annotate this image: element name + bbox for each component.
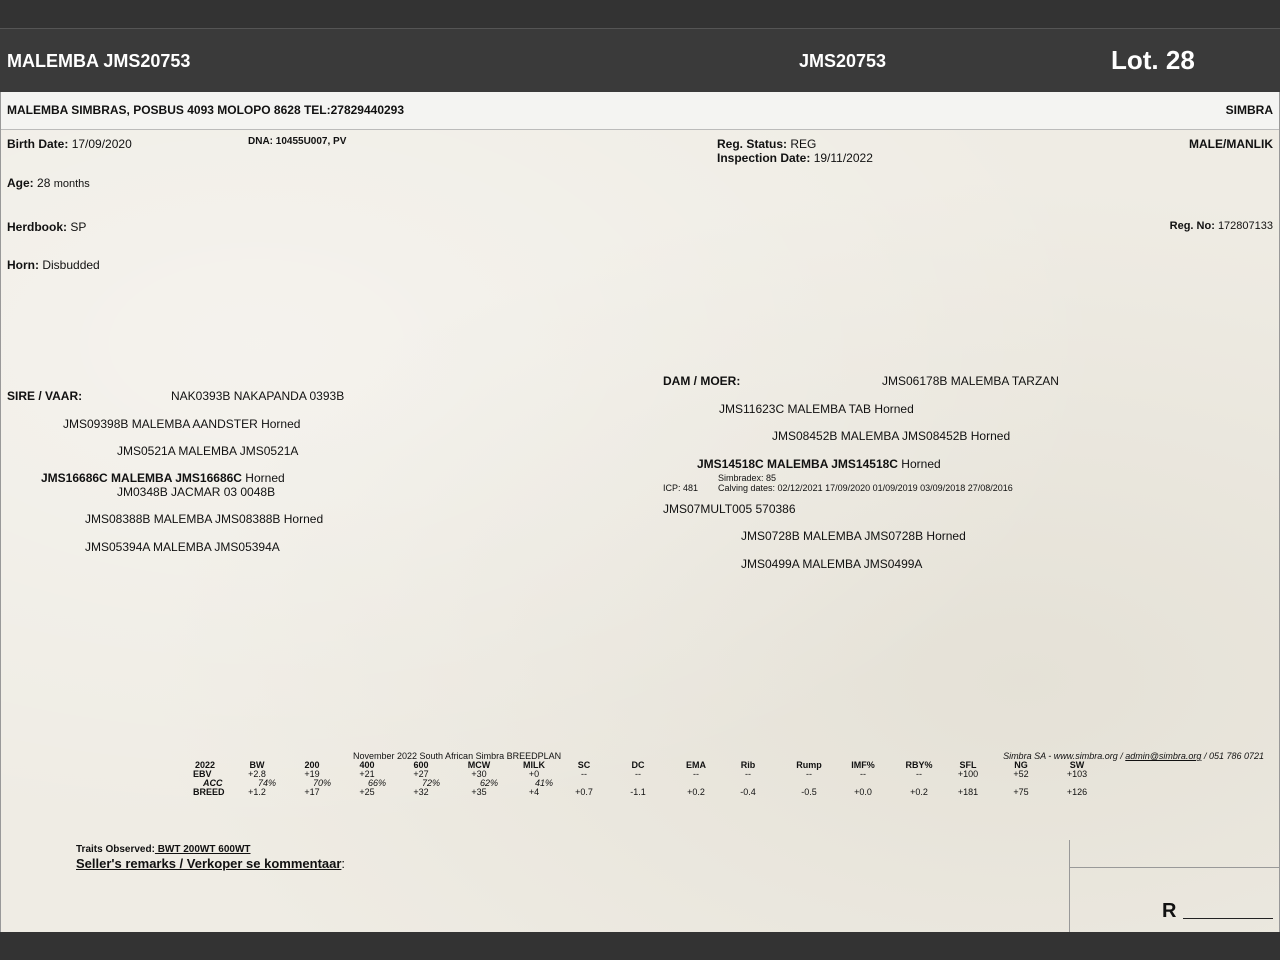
acc-value: 70% [312, 778, 331, 788]
breed-avg-value: +35 [471, 787, 487, 797]
sex: MALE/MANLIK [1189, 137, 1273, 151]
animal-name: MALEMBA JMS20753 [7, 51, 191, 71]
ebv-label: EBV [193, 769, 212, 779]
acc-value: 66% [367, 778, 386, 788]
acc-value: 74% [257, 778, 276, 788]
ebv-value: +0 [528, 769, 540, 779]
breedplan-header: MILK [523, 760, 545, 770]
breed-avg-value: +0.7 [575, 787, 593, 797]
owner-bar [1, 92, 1279, 130]
sire-pedigree-line: JM0348B JACMAR 03 0048B [117, 485, 276, 499]
breed-avg-value: +126 [1066, 787, 1088, 797]
ebv-value: +2.8 [248, 769, 266, 779]
breedplan-title: November 2022 South African Simbra BREEDPLAN [353, 751, 562, 761]
birth-date: Birth Date: 17/09/2020 [7, 137, 132, 151]
calving-dates: Calving dates: 02/12/2021 17/09/2020 01/09/2019 03/09/2018 27/08/2016 [718, 483, 1013, 493]
dam-pedigree-line: JMS08452B MALEMBA JMS08452B Horned [772, 429, 1011, 443]
sire-pedigree-line: JMS09398B MALEMBA AANDSTER Horned [63, 417, 301, 431]
price-box-border [1069, 840, 1070, 932]
bottom-bar [0, 932, 1280, 960]
breedplan-header: 600 [413, 760, 429, 770]
breed-avg-value: +4 [528, 787, 540, 797]
breedplan-header: MCW [467, 760, 491, 770]
breedplan-header: RBY% [905, 760, 933, 770]
breed-avg-value: +0.2 [910, 787, 928, 797]
breedplan-header: 200 [304, 760, 320, 770]
ebv-value: -- [581, 769, 587, 779]
breed-avg-value: +17 [304, 787, 320, 797]
lot-header [0, 28, 1280, 92]
breedplan-header: Rib [740, 760, 756, 770]
ebv-value: -- [806, 769, 812, 779]
breed-avg-value: +32 [413, 787, 429, 797]
icp: ICP: 481 [663, 483, 699, 493]
sire-pedigree-line: JMS08388B MALEMBA JMS08388B Horned [85, 512, 324, 526]
ebv-value: +103 [1066, 769, 1088, 779]
top-bar [0, 0, 1280, 28]
dam-pedigree-line: JMS11623C MALEMBA TAB Horned [719, 402, 914, 416]
breedplan-table [1, 760, 1280, 800]
breed-avg-value: +1.2 [248, 787, 266, 797]
animal-reg-id: JMS20753 [799, 51, 887, 71]
sellers-remarks: Seller's remarks / Verkoper se kommentaar: [76, 856, 346, 871]
reg-status: Reg. Status: REG [717, 137, 817, 151]
catalogue-page [0, 92, 1280, 932]
breed-avg-value: +25 [359, 787, 375, 797]
breedplan-header: DC [631, 760, 645, 770]
breed-label: BREED [193, 787, 225, 797]
breedplan-header: Rump [796, 760, 822, 770]
price-field[interactable] [1183, 918, 1273, 919]
horn-status: Horn: Disbudded [7, 258, 100, 272]
simbradex: Simbradex: 85 [718, 473, 777, 483]
dam-pedigree-line: JMS0499A MALEMBA JMS0499A [741, 557, 923, 571]
ebv-value: -- [745, 769, 751, 779]
breed-avg-value: +75 [1013, 787, 1029, 797]
breedplan-header: BW [249, 760, 265, 770]
ebv-value: -- [916, 769, 922, 779]
sire-pedigree-line: JMS0521A MALEMBA JMS0521A [117, 444, 299, 458]
price-box-border [1069, 867, 1280, 868]
breed-avg-value: +181 [957, 787, 979, 797]
breed-avg-value: -0.5 [801, 787, 817, 797]
inspection-date: Inspection Date: 19/11/2022 [717, 151, 873, 165]
reg-no: Reg. No: 172807133 [1169, 220, 1273, 232]
breedplan-header: 400 [359, 760, 375, 770]
ebv-value: +52 [1013, 769, 1029, 779]
dam-line: JMS14518C MALEMBA JMS14518C Horned [697, 457, 941, 471]
ebv-value: -- [693, 769, 699, 779]
dam-pedigree-line: JMS0728B MALEMBA JMS0728B Horned [741, 529, 966, 543]
dam-label: DAM / MOER: [663, 374, 741, 388]
traits-observed: Traits Observed: BWT 200WT 600WT [76, 844, 251, 855]
ebv-value: +100 [957, 769, 979, 779]
breedplan-header: SC [577, 760, 591, 770]
breedplan-header: SW [1069, 760, 1085, 770]
sire-dam-line: JMS16686C MALEMBA JMS16686C Horned [41, 471, 285, 485]
breedplan-contact: Simbra SA - www.simbra.org / admin@simbra.org / 051 786 0721 [1003, 751, 1264, 761]
breedplan-header: IMF% [851, 760, 875, 770]
breedplan-header: SFL [959, 760, 977, 770]
sire-name: NAK0393B NAKAPANDA 0393B [171, 389, 345, 403]
dam-name: JMS06178B MALEMBA TARZAN [882, 374, 1059, 388]
ebv-value: -- [860, 769, 866, 779]
dna-info: DNA: 10455U007, PV [248, 136, 347, 147]
acc-label: ACC [203, 778, 223, 788]
acc-value: 62% [479, 778, 498, 788]
breedplan-header: NG [1014, 760, 1028, 770]
sire-label: SIRE / VAAR: [7, 389, 83, 403]
price-label: R [1162, 900, 1177, 922]
breedplan-year: 2022 [195, 760, 216, 770]
owner-line: MALEMBA SIMBRAS, POSBUS 4093 MOLOPO 8628 TEL:27829440293 [7, 103, 405, 117]
herdbook: Herdbook: SP [7, 220, 87, 234]
email-link[interactable]: admin@simbra.org [1125, 751, 1202, 761]
ebv-value: +27 [413, 769, 429, 779]
ebv-value: -- [635, 769, 641, 779]
acc-value: 41% [534, 778, 553, 788]
breed-avg-value: +0.2 [687, 787, 705, 797]
acc-value: 72% [421, 778, 440, 788]
sire-pedigree-line: JMS05394A MALEMBA JMS05394A [85, 540, 280, 554]
lot-number: Lot. 28 [1111, 45, 1195, 75]
breed-avg-value: -1.1 [630, 787, 646, 797]
age: Age: 28 months [7, 176, 90, 190]
breed-name: SIMBRA [1225, 103, 1273, 117]
breedplan-header: EMA [686, 760, 706, 770]
breed-avg-value: +0.0 [854, 787, 872, 797]
dam-pedigree-line: JMS07MULT005 570386 [663, 502, 796, 516]
breed-avg-value: -0.4 [740, 787, 756, 797]
ebv-value: +21 [359, 769, 375, 779]
ebv-value: +30 [471, 769, 487, 779]
ebv-value: +19 [304, 769, 320, 779]
